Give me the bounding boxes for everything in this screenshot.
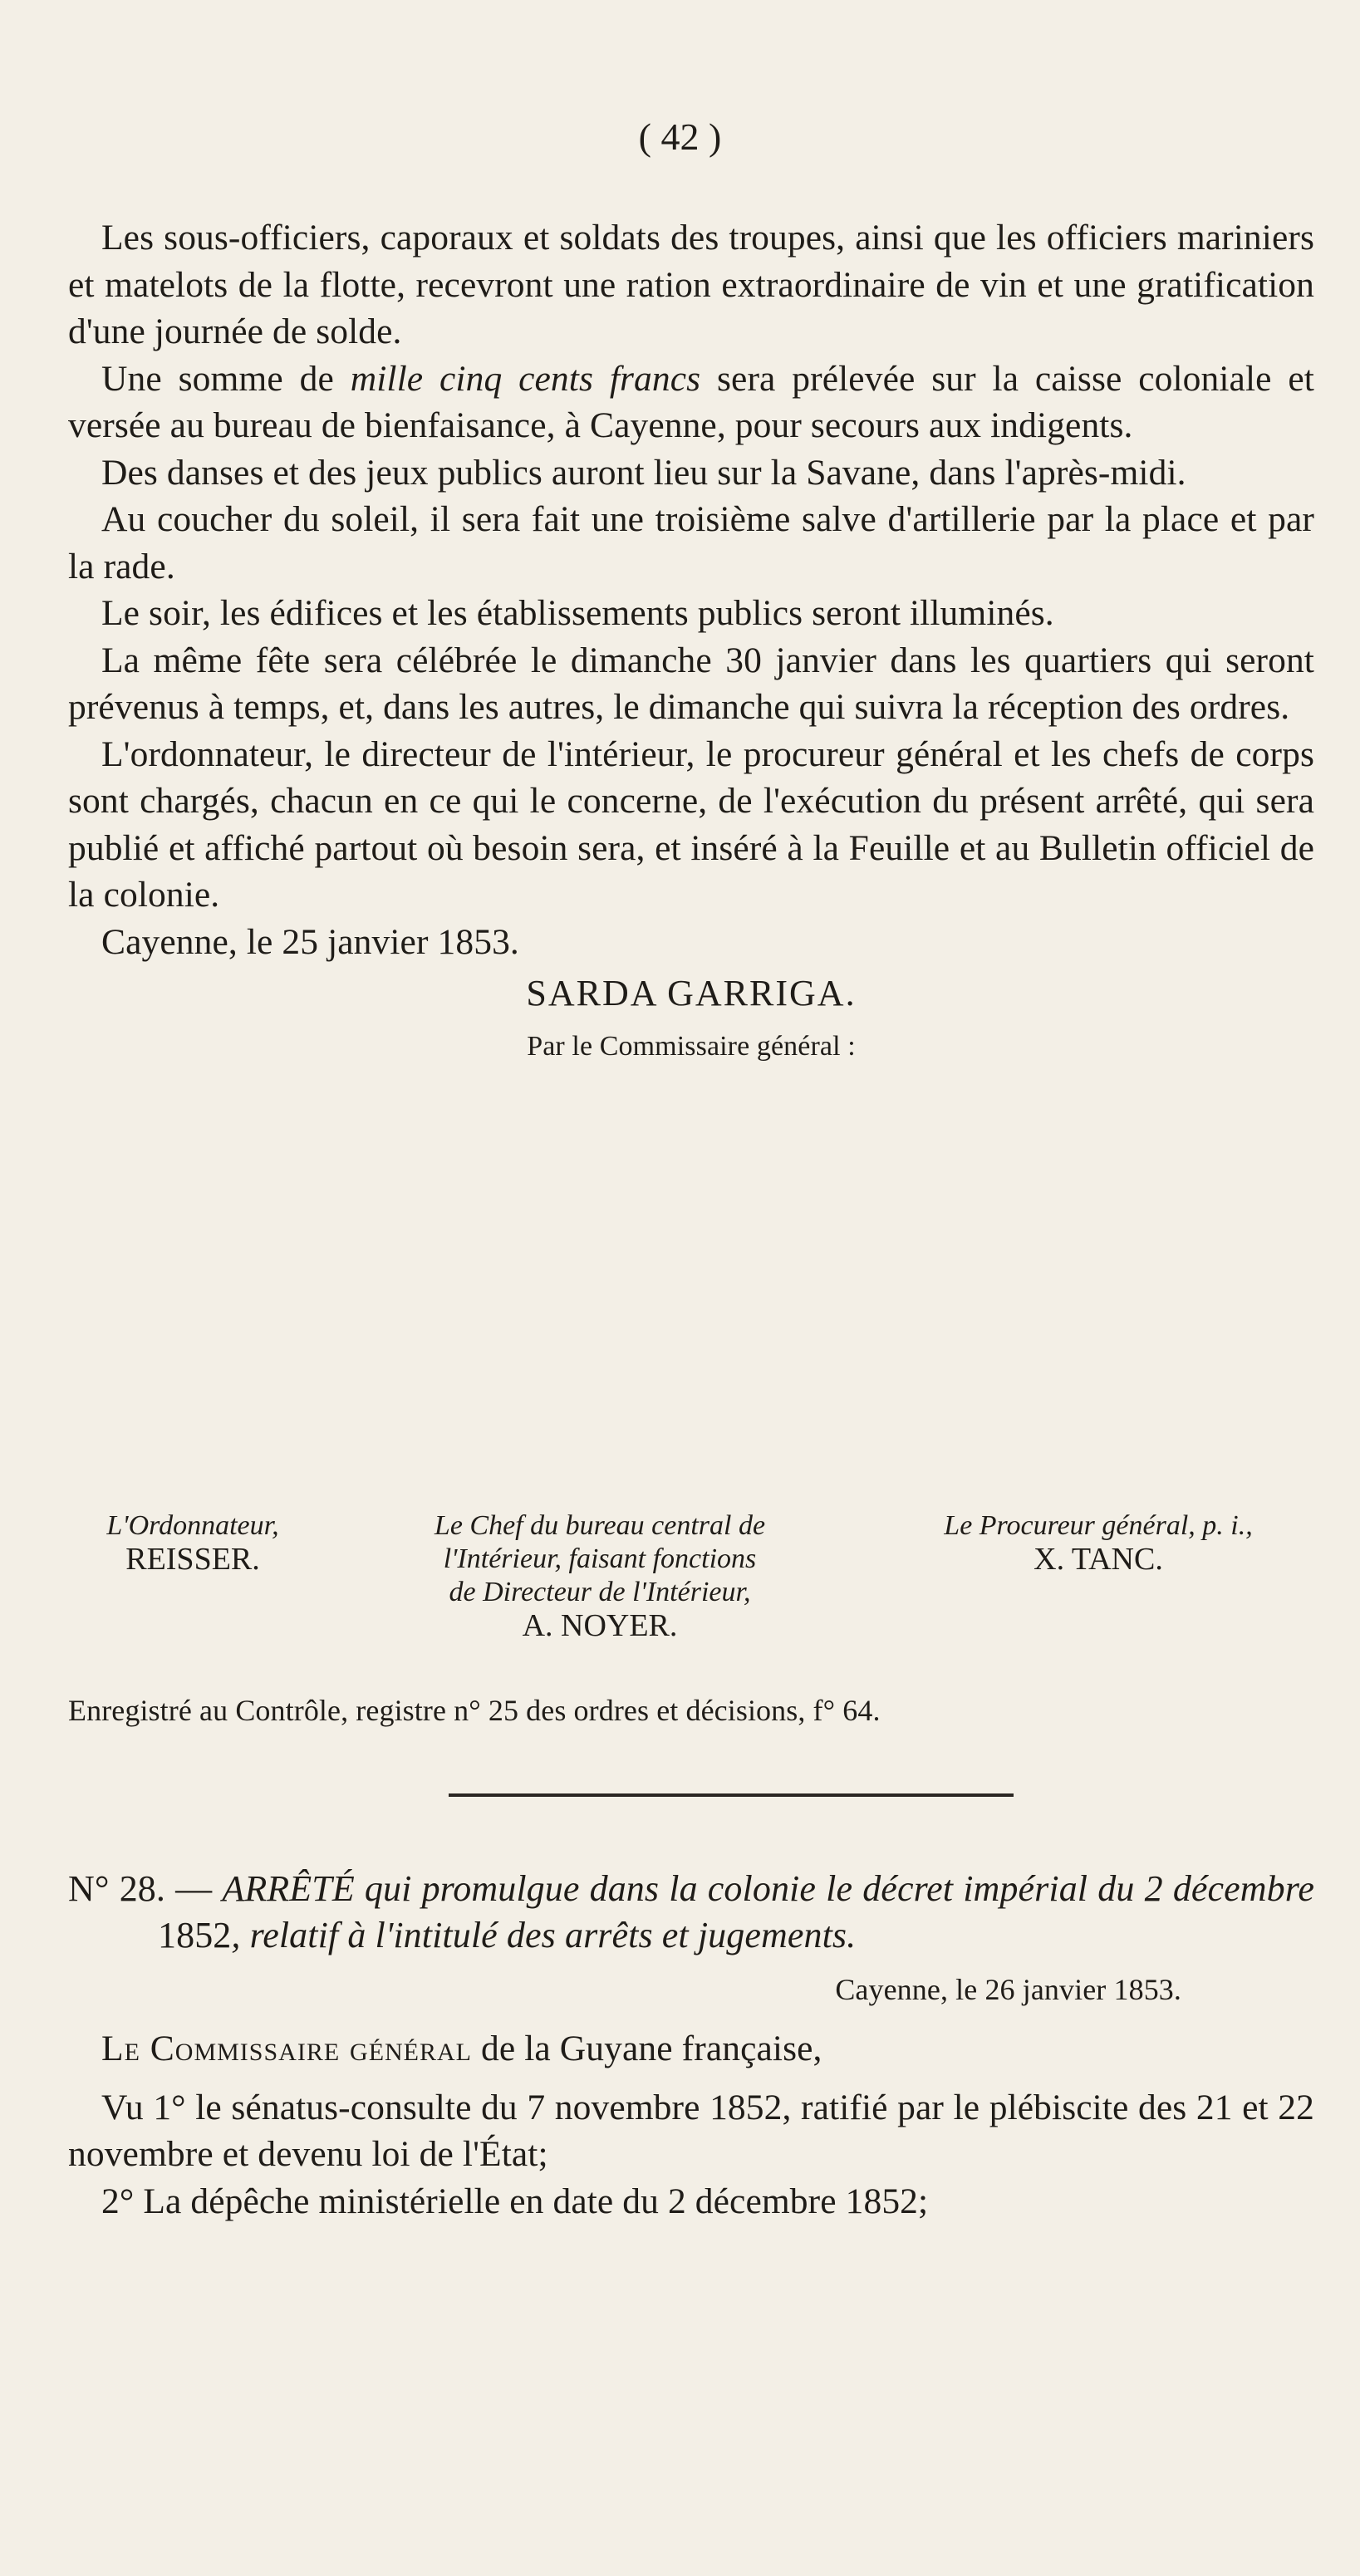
text-run: Une somme de bbox=[101, 358, 351, 399]
registration bbox=[68, 1693, 1314, 1728]
decree-title-text: ARRÊTÉ qui promulgue dans la colonie le décret impérial du bbox=[222, 1868, 1135, 1909]
paragraph-fete: La même fête sera célébrée le dimanche 30 janvier dans les quartiers qui seront prévenus à temps, et, dans les autres, le dimanche qui suivra la réception des ordres. bbox=[68, 640, 1314, 727]
signatory-role: L'Ordonnateur, bbox=[106, 1510, 279, 1541]
italic-amount: mille cinq cents francs bbox=[350, 358, 701, 399]
section-divider bbox=[449, 1793, 1014, 1797]
date-line: Cayenne, le 25 janvier 1853. bbox=[101, 921, 519, 962]
decree-title-rest: , relatif à l'intitulé des arrêts et jugements. bbox=[231, 1915, 857, 1955]
signatories bbox=[68, 1509, 1314, 1642]
signatory-role: Le Chef du bureau central de bbox=[434, 1510, 766, 1541]
decree-title-date: 2 décembre bbox=[1134, 1868, 1314, 1909]
signatory-name: REISSER. bbox=[125, 1542, 260, 1577]
signatory-role: Le Procureur général, p. i., bbox=[944, 1510, 1253, 1541]
decree-number: N° 28. — bbox=[68, 1868, 223, 1909]
signatory-ordonnateur bbox=[68, 1509, 317, 1642]
paragraph-bienfaisance bbox=[68, 356, 1314, 449]
signatory-role: de Directeur de l'Intérieur, bbox=[449, 1577, 751, 1607]
decree-vu-2: 2° La dépêche ministérielle en date du 2 décembre 1852; bbox=[101, 2181, 929, 2221]
decree-authority: Le Commissaire général bbox=[101, 2029, 473, 2068]
paragraph-salve: Au coucher du soleil, il sera fait une troisième salve d'artillerie par la place et par la rade. bbox=[68, 499, 1314, 586]
signatory-role: l'Intérieur, faisant fonctions bbox=[443, 1543, 757, 1574]
decree-title bbox=[68, 1866, 1314, 1959]
decree-vu-1: Vu 1° le sénatus-consulte du 7 novembre 1852, ratifié par le plébiscite des 21 et 22 novembre et devenu loi de l'État; bbox=[68, 2087, 1314, 2174]
article-body-top bbox=[68, 214, 1314, 1064]
signature-by: Par le Commissaire général : bbox=[527, 1030, 856, 1062]
paragraph-illuminations: Le soir, les édifices et les établissements publics seront illuminés. bbox=[101, 593, 1054, 633]
text-run: sera prélevée sur la caisse coloniale et versée au bureau de bienfaisance, à Cayenne, pour secours aux indigents. bbox=[68, 358, 1314, 445]
decree-section bbox=[68, 1866, 1314, 2225]
paragraph-danses: Des danses et des jeux publics auront lieu sur la Savane, dans l'après-midi. bbox=[101, 452, 1186, 493]
decree-title-year: 1852 bbox=[158, 1915, 232, 1955]
signatory-procureur bbox=[882, 1509, 1314, 1642]
paragraph-rations: Les sous-officiers, caporaux et soldats des troupes, ainsi que les officiers mariniers et matelots de la flotte, recevront une ration extraordinaire de vin et une gratification d'une journée de solde. bbox=[68, 218, 1314, 351]
page-number: ( 42 ) bbox=[638, 115, 722, 158]
paragraph-execution: L'ordonnateur, le directeur de l'intérieur, le procureur général et les chefs de corps sont chargés, chacun en ce qui le concerne, de l'exécution du présent arrêté, qui sera publié et affiché partout où besoin sera, et inséré à la Feuille et au Bulletin officiel de la colonie. bbox=[68, 734, 1314, 915]
registration-line: Enregistré au Contrôle, registre n° 25 des ordres et décisions, f° 64. bbox=[68, 1694, 881, 1727]
signatory-name: X. TANC. bbox=[1034, 1542, 1163, 1577]
signatory-name: A. NOYER. bbox=[522, 1608, 678, 1643]
decree-place-date: Cayenne, le 26 janvier 1853. bbox=[835, 1973, 1181, 2006]
signature-name: SARDA GARRIGA. bbox=[526, 973, 857, 1013]
text-run: de la Guyane française, bbox=[472, 2029, 822, 2068]
signatory-chef-bureau bbox=[334, 1509, 866, 1642]
decree-intro bbox=[68, 2025, 1314, 2073]
